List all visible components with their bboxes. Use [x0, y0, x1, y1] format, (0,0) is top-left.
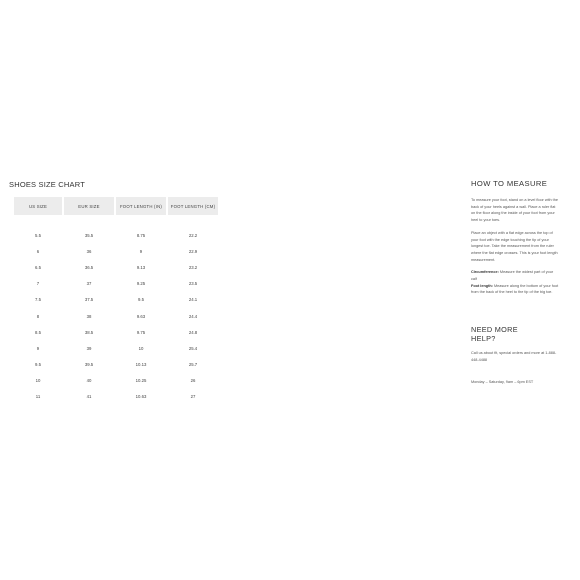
- us-size-cell: 8.5: [35, 329, 41, 335]
- table-row: [14, 324, 218, 340]
- foot-length-in-cell: 9: [139, 248, 143, 254]
- us-size-cell: 9: [36, 345, 40, 351]
- foot-length-cm-cell: 24.1: [188, 297, 198, 303]
- foot-length-cm-cell: 23.2: [188, 264, 198, 270]
- foot-length-cm-cell: 22.9: [188, 248, 198, 254]
- need-help-title: [471, 325, 559, 343]
- need-help-title-line-1: NEED MORE: [471, 325, 518, 334]
- us-size-cell: 8: [36, 313, 40, 319]
- foot-length-in-cell: 9.63: [136, 313, 146, 319]
- eur-size-cell: 39.5: [84, 362, 94, 368]
- table-row: [14, 292, 218, 308]
- us-size-cell: 7: [36, 281, 40, 287]
- foot-length-cm-cell: 23.5: [188, 281, 198, 287]
- eur-size-cell: 38.5: [84, 329, 94, 335]
- table-row: [14, 276, 218, 292]
- us-size-cell: 9.5: [35, 362, 41, 368]
- foot-length-cm-cell: 25.7: [188, 362, 198, 368]
- table-row: [14, 340, 218, 356]
- eur-size-cell: 36.5: [84, 264, 94, 270]
- foot-length-in-cell: 10: [138, 345, 144, 351]
- foot-length-label: Foot length:: [471, 283, 493, 288]
- us-size-cell: 6: [36, 248, 40, 254]
- table-row: [14, 357, 218, 373]
- help-contact-text: [471, 350, 559, 363]
- eur-size-cell: 37: [86, 281, 92, 287]
- header-eur-size: EUR SIZE: [64, 197, 114, 215]
- foot-length-cm-cell: 26: [190, 378, 196, 384]
- eur-size-cell: 39: [86, 345, 92, 351]
- circumference-note: [471, 269, 559, 282]
- size-chart-table: [12, 197, 220, 405]
- table-spacer: [14, 215, 218, 227]
- need-help-panel: [471, 325, 559, 402]
- measure-instructions-1: To measure your foot, stand on a level floor with the back of your heels against a wall. Place a ruler flat on the floor along the inside of your foot from your heel to your toes.: [471, 198, 558, 223]
- help-text: Call us about fit, special orders and more at: [471, 351, 545, 355]
- foot-length-cm-cell: 22.2: [188, 232, 198, 238]
- eur-size-cell: 41: [86, 394, 92, 400]
- foot-length-text: Measure along the bottom of your foot from the back of the heel to the tip of the big toe.: [471, 283, 559, 295]
- us-size-cell: 10: [35, 378, 41, 384]
- table-row: [14, 259, 218, 275]
- foot-length-cm-cell: 27: [190, 394, 196, 400]
- how-to-measure-panel: [471, 179, 559, 296]
- circumference-text: Measure the widest part of your calf: [471, 270, 554, 282]
- table-row: [14, 389, 218, 405]
- eur-size-cell: 40: [86, 378, 92, 384]
- table-row: [14, 243, 218, 259]
- foot-length-in-cell: 10.63: [135, 394, 147, 400]
- foot-length-cm-cell: 24.8: [188, 329, 198, 335]
- table-row: [14, 308, 218, 324]
- eur-size-cell: 37.5: [84, 297, 94, 303]
- us-size-cell: 7.5: [35, 297, 41, 303]
- foot-length-in-cell: 9.25: [136, 281, 146, 287]
- foot-length-cm-cell: 25.4: [188, 345, 198, 351]
- foot-length-in-cell: 9.75: [136, 329, 146, 335]
- eur-size-cell: 36: [86, 248, 92, 254]
- us-size-cell: 11: [35, 394, 41, 400]
- phone-link[interactable]: 1-888-448-4488: [471, 351, 557, 362]
- eur-size-cell: 38: [86, 313, 92, 319]
- foot-length-cm-cell: 24.4: [188, 313, 198, 319]
- measure-instructions-2: Place an object with a flat edge across the top of your foot with the edge touching the tip of your longest toe. Take the measurement from the ruler where the flat edge crosses. This is your foot length measurement.: [471, 230, 558, 262]
- need-help-title-line-2: HELP?: [471, 334, 496, 343]
- circumference-label: Circumference:: [471, 270, 499, 275]
- header-foot-length-in: FOOT LENGTH (IN): [116, 197, 166, 215]
- foot-length-in-cell: 8.75: [136, 232, 146, 238]
- foot-length-in-cell: 9.13: [136, 264, 146, 270]
- table-row: [14, 373, 218, 389]
- header-us-size: US SIZE: [14, 197, 62, 215]
- us-size-cell: 6.5: [35, 264, 41, 270]
- foot-length-in-cell: 9.5: [138, 297, 144, 303]
- foot-length-note: [471, 283, 559, 296]
- header-foot-length-cm: FOOT LENGTH (CM): [168, 197, 218, 215]
- foot-length-in-cell: 10.13: [135, 362, 147, 368]
- us-size-cell: 5.5: [35, 232, 41, 238]
- eur-size-cell: 35.5: [84, 232, 94, 238]
- table-row: [14, 227, 218, 243]
- how-to-measure-title: HOW TO MEASURE: [471, 179, 548, 188]
- business-hours: Monday – Saturday, 9am – 6pm EST: [471, 380, 534, 385]
- size-chart-header-row: [14, 197, 218, 215]
- foot-length-in-cell: 10.25: [135, 378, 147, 384]
- size-chart-title: SHOES SIZE CHART: [9, 180, 85, 189]
